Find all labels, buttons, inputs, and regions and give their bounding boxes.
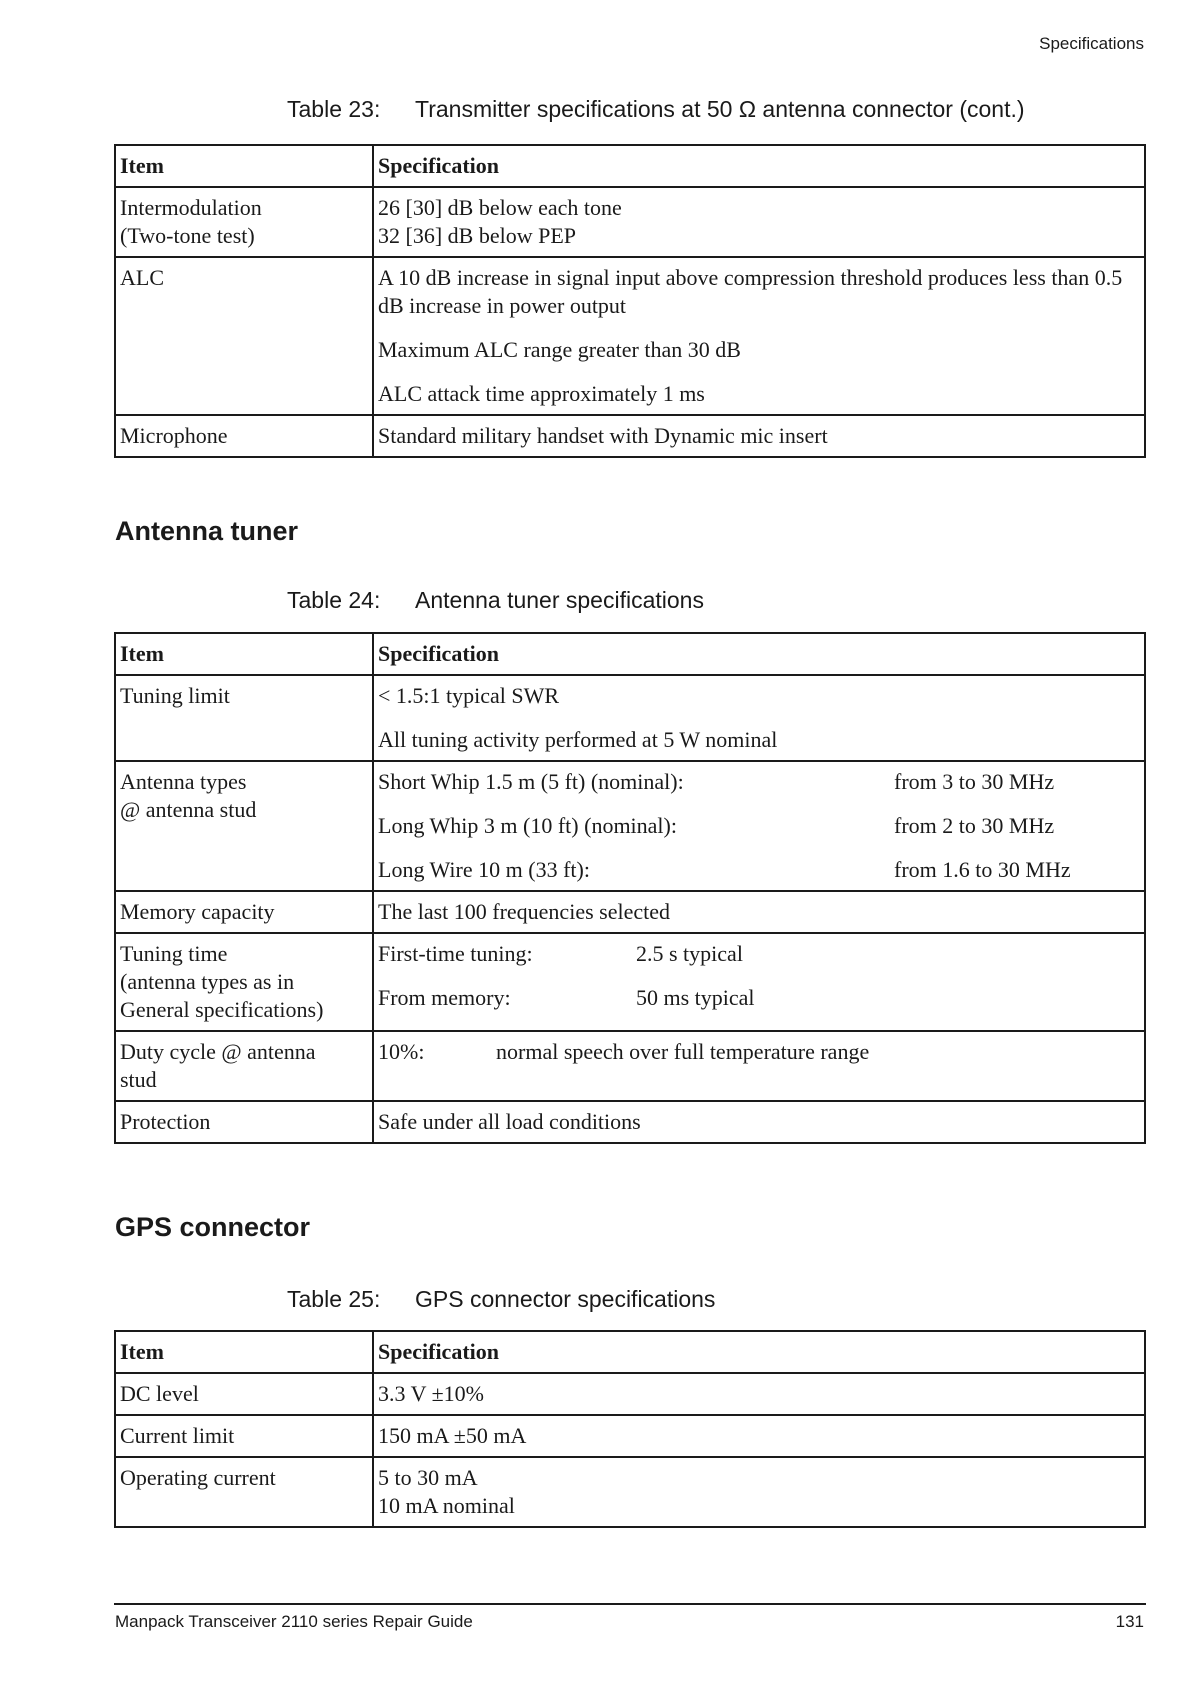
caption-number: Table 24: — [287, 587, 381, 613]
tuning-value: 2.5 s typical — [636, 941, 743, 966]
spec-paragraph: All tuning activity performed at 5 W nominal — [378, 727, 778, 752]
table-header-row — [115, 633, 1145, 675]
spec-cell: Standard military handset with Dynamic mic insert — [373, 415, 1145, 457]
item-cell — [115, 1031, 373, 1101]
item-line: Duty cycle @ antenna — [120, 1039, 316, 1064]
tuning-time-entry — [378, 984, 1140, 1012]
caption-number: Table 25: — [287, 1286, 381, 1312]
table-25 — [114, 1330, 1146, 1528]
item-cell: Memory capacity — [115, 891, 373, 933]
antenna-name: Long Whip 3 m (10 ft) (nominal): — [378, 813, 677, 838]
table-24 — [114, 632, 1146, 1144]
item-cell — [115, 187, 373, 257]
frequency-range: from 2 to 30 MHz — [894, 813, 1055, 838]
item-cell: Microphone — [115, 415, 373, 457]
duty-cycle-value: normal speech over full temperature range — [496, 1039, 870, 1064]
column-header-specification: Specification — [373, 1331, 1145, 1373]
item-line: (antenna types as in — [120, 969, 295, 994]
column-header-item: Item — [115, 145, 373, 187]
item-cell: Current limit — [115, 1415, 373, 1457]
spec-cell: 3.3 V ±10% — [373, 1373, 1145, 1415]
spec-paragraph: < 1.5:1 typical SWR — [378, 683, 560, 708]
antenna-entry — [378, 856, 1140, 884]
table-row — [115, 675, 1145, 761]
tuning-time-entry — [378, 940, 1140, 968]
table-25-caption — [287, 1286, 715, 1313]
item-line: @ antenna stud — [120, 797, 257, 822]
item-cell: DC level — [115, 1373, 373, 1415]
caption-title: GPS connector specifications — [415, 1286, 716, 1312]
item-line: Tuning time — [120, 941, 228, 966]
spec-line: 26 [30] dB below each tone — [378, 195, 622, 220]
table-row — [115, 187, 1145, 257]
item-cell: Protection — [115, 1101, 373, 1143]
item-cell: Operating current — [115, 1457, 373, 1527]
column-header-specification: Specification — [373, 633, 1145, 675]
item-cell — [115, 933, 373, 1031]
tuning-label: From memory: — [378, 985, 511, 1010]
spec-line: 5 to 30 mA — [378, 1465, 478, 1490]
table-row — [115, 933, 1145, 1031]
table-row — [115, 415, 1145, 457]
section-heading-antenna-tuner: Antenna tuner — [115, 516, 299, 546]
table-row — [115, 1415, 1145, 1457]
spec-paragraph: Maximum ALC range greater than 30 dB — [378, 337, 741, 362]
spec-line: 10 mA nominal — [378, 1493, 515, 1518]
item-line: Intermodulation — [120, 195, 262, 220]
spec-paragraph: A 10 dB increase in signal input above compression threshold produces less than 0.5 dB increase in power output — [378, 265, 1123, 318]
duty-cycle-label: 10%: — [378, 1039, 425, 1064]
item-cell — [115, 761, 373, 891]
footer-divider — [114, 1603, 1146, 1605]
frequency-range: from 1.6 to 30 MHz — [894, 857, 1071, 882]
table-23 — [114, 144, 1146, 458]
antenna-name: Long Wire 10 m (33 ft): — [378, 857, 590, 882]
item-cell: ALC — [115, 257, 373, 415]
item-line: (Two-tone test) — [120, 223, 255, 248]
spec-line: 32 [36] dB below PEP — [378, 223, 576, 248]
spec-cell — [373, 1457, 1145, 1527]
table-row — [115, 1457, 1145, 1527]
table-row — [115, 1373, 1145, 1415]
tuning-label: First-time tuning: — [378, 941, 533, 966]
section-heading-gps-connector: GPS connector — [115, 1212, 311, 1242]
table-row — [115, 891, 1145, 933]
spec-paragraph: ALC attack time approximately 1 ms — [378, 381, 705, 406]
frequency-range: from 3 to 30 MHz — [894, 769, 1055, 794]
spec-cell — [373, 933, 1145, 1031]
duty-cycle-entry — [378, 1038, 1140, 1066]
antenna-entry — [378, 768, 1140, 796]
footer-title: Manpack Transceiver 2110 series Repair Guide — [115, 1612, 473, 1631]
column-header-specification: Specification — [373, 145, 1145, 187]
antenna-entry — [378, 812, 1140, 840]
spec-cell: 150 mA ±50 mA — [373, 1415, 1145, 1457]
antenna-name: Short Whip 1.5 m (5 ft) (nominal): — [378, 769, 684, 794]
item-line: Antenna types — [120, 769, 247, 794]
table-23-caption — [287, 96, 1025, 123]
table-header-row — [115, 1331, 1145, 1373]
spec-cell — [373, 675, 1145, 761]
spec-cell — [373, 1031, 1145, 1101]
column-header-item: Item — [115, 1331, 373, 1373]
table-row — [115, 761, 1145, 891]
spec-cell: Safe under all load conditions — [373, 1101, 1145, 1143]
table-row — [115, 257, 1145, 415]
item-line: stud — [120, 1067, 157, 1092]
column-header-item: Item — [115, 633, 373, 675]
tuning-value: 50 ms typical — [636, 985, 755, 1010]
spec-cell: The last 100 frequencies selected — [373, 891, 1145, 933]
table-row — [115, 1031, 1145, 1101]
caption-number: Table 23: — [287, 96, 381, 122]
spec-cell — [373, 257, 1145, 415]
running-header: Specifications — [1039, 34, 1144, 53]
item-line: General specifications) — [120, 997, 324, 1022]
table-header-row — [115, 145, 1145, 187]
caption-title: Antenna tuner specifications — [415, 587, 704, 613]
table-row — [115, 1101, 1145, 1143]
spec-cell — [373, 187, 1145, 257]
table-24-caption — [287, 587, 704, 614]
item-cell: Tuning limit — [115, 675, 373, 761]
caption-title: Transmitter specifications at 50 Ω antenna connector (cont.) — [415, 96, 1025, 122]
spec-cell — [373, 761, 1145, 891]
page-number: 131 — [1115, 1612, 1144, 1631]
